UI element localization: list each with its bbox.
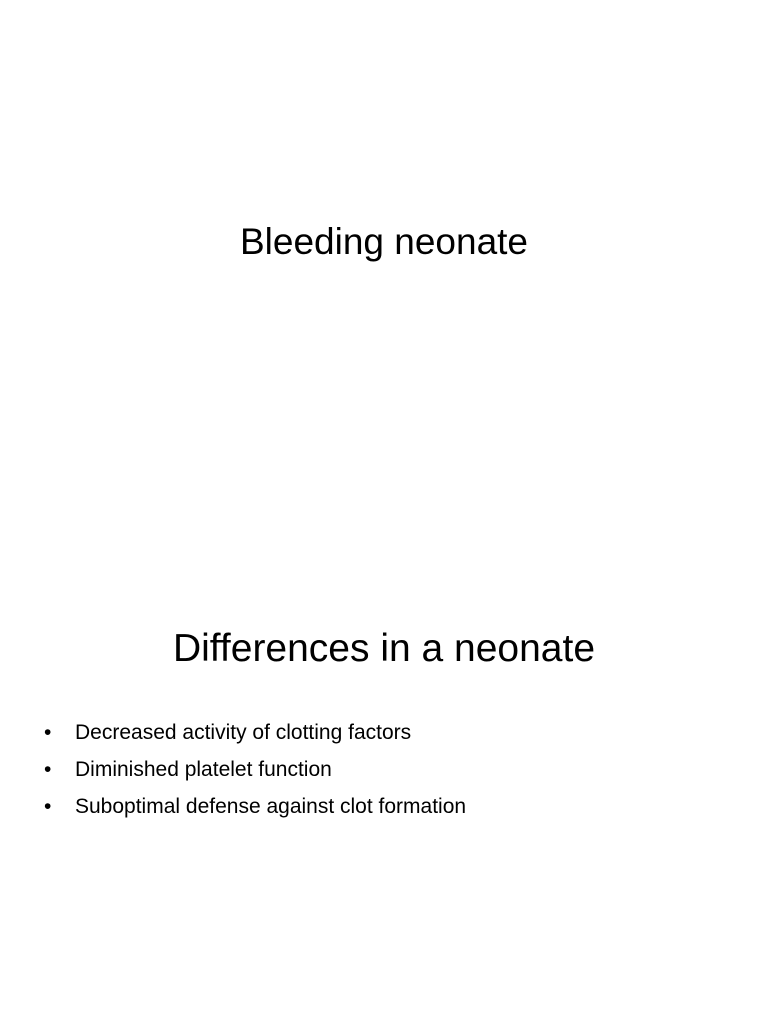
list-item [40, 788, 466, 825]
bullet-icon: • [44, 795, 52, 818]
slide-title: Bleeding neonate [239, 221, 529, 262]
slide-differences [0, 512, 768, 1024]
bullet-list [40, 714, 466, 825]
list-item [40, 751, 466, 788]
bullet-text: Diminished platelet function [75, 758, 332, 781]
bullet-icon: • [44, 721, 52, 744]
list-item [40, 714, 466, 751]
slide-title: Differences in a neonate [172, 627, 596, 670]
bullet-icon: • [44, 758, 52, 781]
bullet-text: Suboptimal defense against clot formation [75, 795, 467, 818]
bullet-text: Decreased activity of clotting factors [75, 721, 412, 744]
